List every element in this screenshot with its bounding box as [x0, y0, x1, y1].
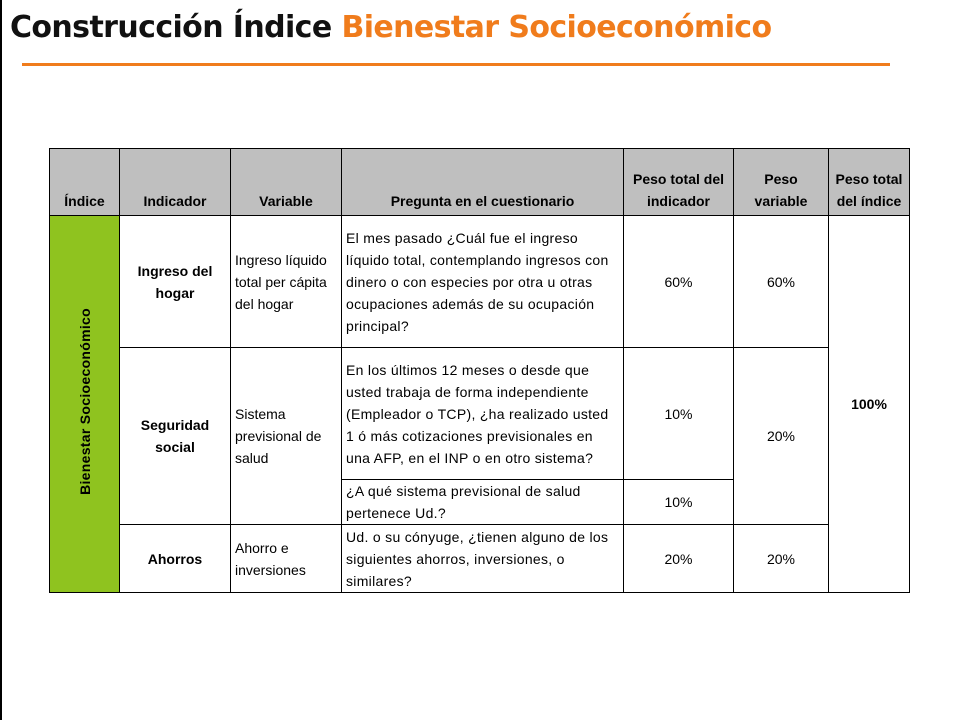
indicator-weight-cell: 10% — [624, 480, 734, 525]
variable-weight-cell: 60% — [734, 216, 829, 348]
index-construction-table — [49, 148, 910, 593]
table-header-row — [50, 149, 910, 216]
index-name-cell — [50, 216, 120, 593]
header-peso-indice: Peso total del índice — [829, 149, 910, 216]
question-cell: En los últimos 12 meses o desde que usted trabaja de forma independiente (Empleador o TCP), ¿ha realizado usted 1 ó más cotizaciones previsionales en una AFP, en el INP o en otro sistema? — [342, 348, 624, 480]
header-peso-variable: Peso variable — [734, 149, 829, 216]
indicator-weight-cell: 20% — [624, 525, 734, 593]
question-cell: Ud. o su cónyuge, ¿tienen alguno de los siguientes ahorros, inversiones, o similares? — [342, 525, 624, 593]
indicator-cell: Seguridad social — [120, 348, 231, 525]
left-border-line — [0, 0, 2, 720]
variable-weight-cell: 20% — [734, 525, 829, 593]
indicator-cell: Ingreso del hogar — [120, 216, 231, 348]
header-variable: Variable — [231, 149, 342, 216]
page-title — [10, 10, 772, 45]
table-row — [50, 216, 910, 348]
header-peso-indicador: Peso total del indicador — [624, 149, 734, 216]
indicator-weight-cell: 60% — [624, 216, 734, 348]
header-pregunta: Pregunta en el cuestionario — [342, 149, 624, 216]
variable-weight-cell: 20% — [734, 348, 829, 525]
title-main: Construcción Índice — [10, 10, 332, 45]
question-cell: ¿A qué sistema previsional de salud pertenece Ud.? — [342, 480, 624, 525]
variable-cell: Sistema previsional de salud — [231, 348, 342, 525]
table-row — [50, 525, 910, 593]
indicator-weight-cell: 10% — [624, 348, 734, 480]
header-indicador: Indicador — [120, 149, 231, 216]
header-indice: Índice — [50, 149, 120, 216]
index-name: Bienestar Socioeconómico — [76, 307, 93, 495]
variable-cell: Ahorro e inversiones — [231, 525, 342, 593]
question-cell: El mes pasado ¿Cuál fue el ingreso líquido total, contemplando ingresos con dinero o con especies por otra u otras ocupaciones además de su ocupación principal? — [342, 216, 624, 348]
variable-cell: Ingreso líquido total per cápita del hogar — [231, 216, 342, 348]
index-weight-cell: 100% — [829, 216, 910, 593]
table-row — [50, 348, 910, 480]
title-accent: Bienestar Socioeconómico — [341, 10, 772, 45]
indicator-cell: Ahorros — [120, 525, 231, 593]
title-underline — [22, 63, 890, 66]
